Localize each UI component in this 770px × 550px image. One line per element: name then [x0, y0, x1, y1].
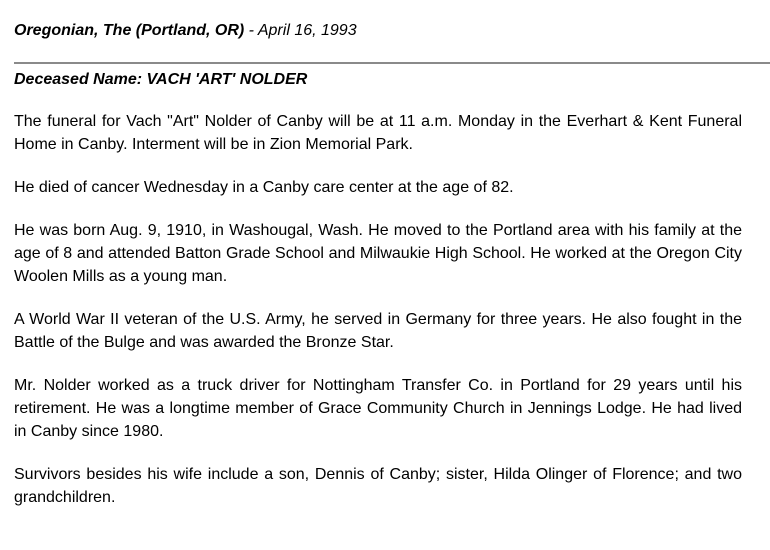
- paragraph-career: Mr. Nolder worked as a truck driver for Nottingham Transfer Co. in Portland for 29 years until his retirement. He was a longtime member of Grace Community Church in Jennings Lodge. He had lived in Canby since 1980.: [14, 377, 742, 440]
- paragraph-funeral: The funeral for Vach "Art" Nolder of Canby will be at 11 a.m. Monday in the Everhart & Kent Funeral Home in Canby. Interment will be in Zion Memorial Park.: [14, 113, 742, 153]
- paragraph-death: He died of cancer Wednesday in a Canby care center at the age of 82.: [14, 179, 514, 196]
- source-line: [14, 21, 742, 41]
- obituary-document: [14, 0, 742, 506]
- paragraph-early-life: He was born Aug. 9, 1910, in Washougal, Wash. He moved to the Portland area with his family at the age of 8 and attended Batton Grade School and Milwaukie High School. He worked at the Oregon City Woolen Mills as a young man.: [14, 222, 742, 285]
- deceased-heading: [14, 70, 307, 90]
- publication-name: Oregonian, The (Portland, OR): [14, 22, 245, 39]
- paragraph-military: A World War II veteran of the U.S. Army, he served in Germany for three years. He also fought in the Battle of the Bulge and was awarded the Bronze Star.: [14, 311, 742, 351]
- deceased-label: Deceased Name:: [14, 71, 143, 88]
- publication-date: April 16, 1993: [257, 22, 357, 39]
- deceased-name: VACH 'ART' NOLDER: [146, 71, 308, 88]
- paragraph-survivors: Survivors besides his wife include a son, Dennis of Canby; sister, Hilda Olinger of Florence; and two grandchildren.: [14, 466, 742, 506]
- source-separator: -: [244, 22, 258, 39]
- obituary-body: [14, 110, 742, 529]
- header-divider: [14, 62, 770, 64]
